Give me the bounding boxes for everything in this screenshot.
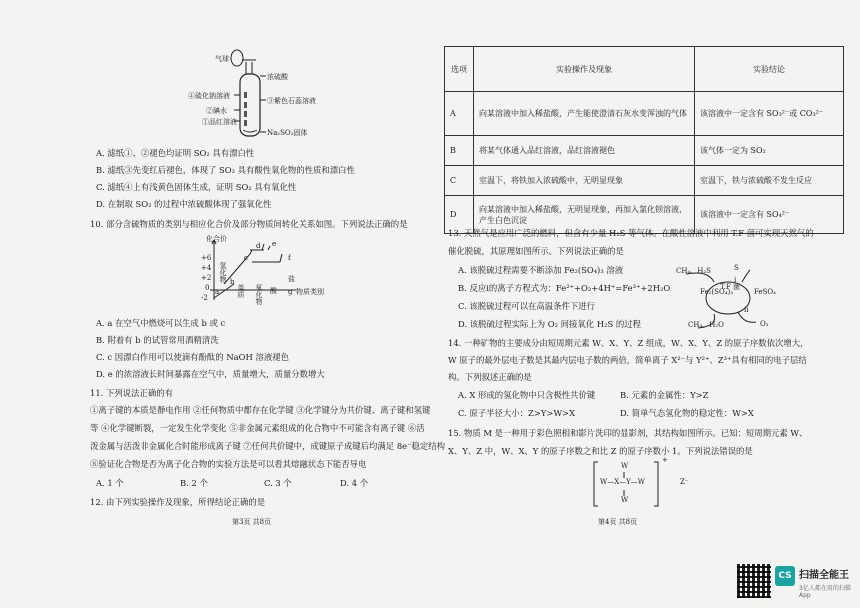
cycle-i: i (734, 276, 737, 284)
table-cell: 该气体一定为 SO₂ (695, 136, 844, 166)
cycle-reactants: CH₄、H₂S (676, 267, 711, 275)
cycle-bacteria: T.F 菌 (720, 283, 740, 291)
ytick: +6 (201, 254, 212, 262)
q14-option-b: B. 元素的金属性：Y>Z (620, 390, 709, 400)
table-cell: 室温下，铁与浓硫酸不发生反应 (695, 166, 844, 196)
q10-stem: 10. 部分含硫物质的类别与相应化合价及部分物质间转化关系如图。下列说法正确的是 (90, 219, 408, 229)
table-cell: 室温下，将铁加入浓硫酸中，无明显现象 (474, 166, 695, 196)
page-number-left: 第3页 共8页 (232, 518, 272, 526)
q11-line: ①离子键的本质是静电作用 ②任何物质中都存在化学键 ③化学键分为共价键、离子键和氢键 (90, 405, 431, 415)
cycle-fe3: Fe₂(SO₄)₃ (700, 288, 734, 296)
structure-bottom: W (621, 496, 629, 504)
q11-line: 泼金属与活泼非金属化合时能形成离子键 ⑦任何共价键中，成键原子成键后均满足 8e⁻稳定结构 (90, 441, 446, 451)
q11-option-d: D. 4 个 (340, 478, 369, 488)
q14-option-c: C. 原子半径大小：Z>Y>W>X (458, 408, 576, 418)
c3-label: ③紫色石蕊溶液 (267, 97, 316, 105)
q9-option-b: B. 滤纸③先变红后褪色，体现了 SO₂ 具有酸性氧化物的性质和漂白性 (96, 165, 355, 175)
table-cell: 向某溶液中加入稀盐酸，产生能使澄清石灰水变浑浊的气体 (474, 92, 695, 136)
q14-line: W 原子的最外层电子数是其最内层电子数的两倍，简单离子 X²⁻与 Y²⁺、Z³⁺具有相同的电子层结 (448, 355, 807, 365)
point-d: d (256, 242, 261, 250)
acid-label: 浓硫酸 (267, 73, 288, 81)
c4-label: ④硫化钠溶液 (188, 92, 230, 100)
point-b: b (230, 278, 235, 286)
c2-label: ②碘水 (206, 107, 227, 115)
table-row (445, 136, 844, 166)
q11-option-c: C. 3 个 (264, 478, 292, 488)
watermark-subtitle: 3亿人都在用的扫描App (799, 585, 851, 599)
q15-line: 15. 物质 M 是一种用于彩色照相和影片洗印的显影剂，其结构如图所示。已知：短周期元素 W、 (448, 428, 808, 438)
table-cell: 将某气体通入品红溶液，品红溶液褪色 (474, 136, 695, 166)
q10-option-c: C. c 因漂白作用可以使滴有酚酞的 NaOH 溶液褪色 (96, 352, 289, 362)
table-header: 实验结论 (695, 47, 844, 92)
ytick: +4 (201, 264, 212, 272)
q9-option-c: C. 滤纸④上有浅黄色固体生成，证明 SO₂ 具有氧化性 (96, 182, 297, 192)
ytick: +2 (201, 274, 212, 282)
table-header: 实验操作及现象 (474, 47, 695, 92)
xcat-acid: 酸 (270, 287, 277, 295)
point-a: a (215, 288, 220, 296)
xcat-salt: 盐 (288, 275, 295, 283)
q10-option-a: A. a 在空气中燃烧可以生成 b 或 c (96, 318, 226, 328)
balloon-icon (231, 50, 243, 66)
structure-middle: W—X—Y—W (600, 478, 645, 486)
table-cell: A (445, 92, 474, 136)
point-c: c (244, 254, 248, 262)
qr-code-icon (737, 564, 771, 598)
cycle-fe2: FeSO₄ (754, 288, 776, 296)
q11-line: 等 ④化学键断裂，一定发生化学变化 ⑤非金属元素组成的化合物中不可能含有离子键 ⑥活 (90, 423, 425, 433)
table-row (445, 166, 844, 196)
cycle-o2: O₂ (760, 320, 769, 328)
cycle-products: CH₄、H₂O (688, 321, 724, 329)
q14-option-a: A. X 形成的氢化物中只含极性共价键 (458, 390, 596, 400)
q10-option-b: B. 附着有 b 的试管常用酒精清洗 (96, 335, 219, 345)
chart-ylabel: 化合价 (206, 235, 227, 243)
point-f: f (288, 254, 291, 262)
q13-option-a: A. 该脱硫过程需要不断添加 Fe₂(SO₄)₃ 溶液 (458, 265, 624, 275)
q12-stem: 12. 由下列实验操作及现象，所得结论正确的是 (90, 497, 266, 507)
table-cell: 向某溶液中加入稀盐酸，无明显现象，再加入氯化钡溶液，产生白色沉淀 (474, 196, 695, 234)
q11-stem: 11. 下列说法正确的有 (90, 388, 173, 398)
q14-line: 14. 一种矿物的主要成分由短周期元素 W、X、Y、Z 组成，W、X、Y、Z 的原子序数依次增大， (448, 338, 809, 348)
q10-option-d: D. e 的浓溶液长时间暴露在空气中，质量增大，质量分数增大 (96, 369, 325, 379)
q9-option-d: D. 在制取 SO₂ 的过程中浓硫酸体现了强氧化性 (96, 199, 272, 209)
balloon-label: 气球 (215, 55, 229, 63)
q9-option-a: A. 滤纸①、②褪色均证明 SO₂ 具有漂白性 (96, 148, 255, 158)
point-g: g (288, 288, 293, 296)
page-number-right: 第4页 共8页 (598, 518, 638, 526)
experiment-table (444, 46, 844, 234)
q15-line: X、Y、Z 中，W、X、Y 的原子序数之和比 Z 的原子序数小 1。下列说法错误的是 (448, 446, 753, 456)
ytick: -2 (201, 294, 208, 302)
table-cell: C (445, 166, 474, 196)
q11-option-b: B. 2 个 (180, 478, 208, 488)
table-cell: D (445, 196, 474, 234)
table-cell: 该溶液中一定含有 SO₄²⁻ (695, 196, 844, 234)
q14-option-d: D. 简单气态氢化物的稳定性：W>X (620, 408, 754, 418)
table-cell: B (445, 136, 474, 166)
xcat-element: 单质 (237, 284, 245, 298)
solid-label: Na₂SO₃固体 (267, 129, 308, 137)
point-e: e (272, 240, 277, 248)
cycle-ii: ii (744, 306, 749, 314)
xcat-hydride: 氢化物 (219, 262, 227, 283)
q13-line: 13. 天然气是应用广泛的燃料，但含有少量 H₂S 等气体。在酸性溶液中利用 T.F 菌可实现天然气的 (448, 228, 814, 238)
test-tube-icon (240, 74, 260, 136)
cycle-s: S (734, 264, 739, 272)
q11-line: ⑧验证化合物是否为离子化合物的实验方法是可以看其熔融状态下能否导电 (90, 459, 367, 469)
structure-charge: + (662, 456, 668, 464)
xcat-oxide: 氧化物 (255, 284, 263, 305)
dropper-icon (242, 60, 256, 74)
watermark-brand: 扫描全能王 (799, 570, 849, 581)
table-cell: 该溶液中一定含有 SO₃²⁻或 CO₃²⁻ (695, 92, 844, 136)
c1-label: ①品红溶液 (202, 118, 237, 126)
q13-option-c: C. 该脱硫过程可以在高温条件下进行 (458, 301, 596, 311)
structure-anion: Z⁻ (680, 478, 689, 486)
q14-line: 构。下列叙述正确的是 (448, 372, 532, 382)
camscanner-logo: CS (775, 566, 795, 586)
table-header: 选项 (445, 47, 474, 92)
q11-option-a: A. 1 个 (96, 478, 124, 488)
q13-line: 催化脱硫，其原理如图所示。下列说法正确的是 (448, 246, 624, 256)
table-row (445, 92, 844, 136)
q13-option-d: D. 该脱硫过程实际上为 O₂ 间接氧化 H₂S 的过程 (458, 319, 642, 329)
structure-top: W (621, 462, 629, 470)
ytick: 0 (205, 284, 210, 292)
xcat-label: 物质类别 (296, 288, 324, 296)
q13-option-b: B. 反应ⅰ的离子方程式为：Fe²⁺+O₂+4H⁺=Fe³⁺+2H₂O (458, 283, 671, 293)
